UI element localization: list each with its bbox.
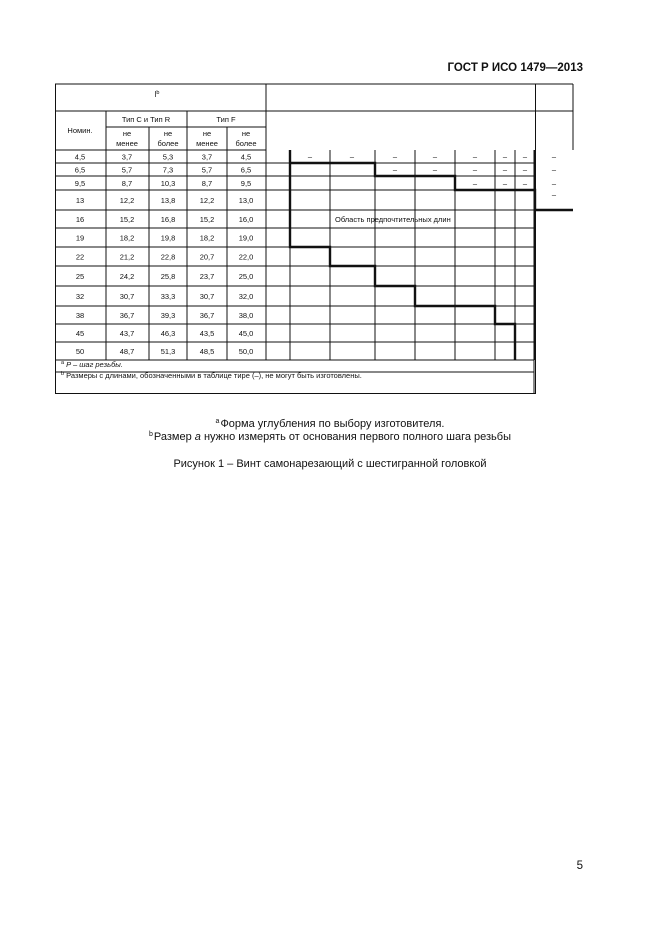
cell-cr-min: 12,2 [119, 196, 135, 205]
cell-f-max: 13,0 [238, 196, 254, 205]
cell-cr-min: 30,7 [119, 292, 135, 301]
min-label: не [122, 129, 132, 138]
dash-cell: – [392, 152, 398, 162]
cell-nom: 32 [75, 292, 85, 301]
preferred-range-upper-boundary [290, 163, 573, 210]
cell-cr-max: 7,3 [162, 165, 174, 175]
cell-cr-max: 46,3 [160, 329, 176, 338]
cell-nom: 9,5 [74, 179, 86, 188]
preferred-range-lower-boundary [290, 150, 515, 360]
dash-cell: – [472, 179, 478, 188]
max-label: более [157, 139, 179, 148]
cell-cr-min: 5,7 [121, 165, 133, 175]
cell-cr-min: 21,2 [119, 252, 135, 262]
cell-f-max: 22,0 [238, 252, 254, 262]
cell-f-max: 4,5 [240, 152, 252, 162]
footnote-b: $^b$ Размеры с длинами, обозначенными в таблице тире (–), не могут быть изготовлены. [61, 371, 362, 380]
cell-f-max: 16,0 [238, 215, 254, 224]
dash-cell: – [349, 152, 355, 162]
dash-cell: – [522, 179, 528, 188]
max-label: более [235, 139, 257, 148]
dash-cell: – [522, 152, 528, 162]
max-label: не [163, 129, 173, 138]
cell-cr-max: 16,8 [160, 215, 176, 224]
cell-f-min: 18,2 [199, 233, 215, 243]
cell-cr-max: 13,8 [160, 196, 176, 205]
cell-f-max: 25,0 [238, 272, 254, 281]
cell-cr-max: 10,3 [160, 179, 176, 188]
cell-f-max: 50,0 [238, 347, 254, 356]
cell-nom: 45 [75, 329, 85, 338]
dash-cell: – [502, 152, 508, 162]
cell-nom: 4,5 [74, 152, 86, 162]
cell-f-min: 3,7 [201, 152, 213, 162]
dash-cell: – [472, 152, 478, 162]
cell-f-max: 38,0 [238, 311, 254, 320]
min-label: не [202, 129, 212, 138]
cell-cr-max: 25,8 [160, 272, 176, 281]
cell-cr-min: 48,7 [119, 347, 135, 356]
cell-nom: 22 [75, 252, 85, 262]
cell-cr-max: 51,3 [160, 347, 176, 356]
max-label: не [241, 129, 251, 138]
footnote-a: $^a$ P – шаг резьбы. [61, 360, 123, 369]
cell-cr-max: 39,3 [160, 311, 176, 320]
cell-f-max: 6,5 [240, 165, 252, 175]
min-label: менее [116, 139, 138, 148]
cell-f-max: 45,0 [238, 329, 254, 338]
cell-cr-max: 33,3 [160, 292, 176, 301]
dash-cell: – [551, 190, 557, 199]
cell-f-min: 15,2 [199, 215, 215, 224]
page-number: 5 [576, 860, 583, 872]
note-a: $^a$Форма углубления по выбору изготовителя. [215, 418, 445, 430]
cell-cr-min: 24,2 [119, 272, 135, 281]
cell-f-min: 12,2 [199, 196, 215, 205]
dash-cell: – [502, 179, 508, 188]
cell-cr-min: 43,7 [119, 329, 135, 338]
cell-f-min: 23,7 [199, 272, 215, 281]
dash-cell: – [392, 165, 398, 175]
cell-cr-min: 15,2 [119, 215, 135, 224]
cell-cr-min: 8,7 [121, 179, 133, 188]
dash-cell: – [551, 152, 557, 162]
document-code: ГОСТ Р ИСО 1479—2013 [447, 62, 583, 74]
cell-nom: 38 [75, 311, 85, 320]
cell-f-min: 8,7 [201, 179, 213, 188]
cell-cr-min: 36,7 [119, 311, 135, 320]
cell-nom: 50 [75, 347, 85, 356]
cell-nom: 19 [75, 233, 85, 243]
cell-f-min: 48,5 [199, 347, 215, 356]
cell-cr-max: 5,3 [162, 152, 174, 162]
type-f-header: Тип F [216, 115, 236, 124]
dash-cell: – [307, 152, 313, 162]
nominal-header: Номин. [67, 126, 93, 135]
cell-f-min: 20,7 [199, 252, 215, 262]
dash-cell: – [472, 165, 478, 175]
preferred-range-label: Область предпочтительных длин [335, 215, 451, 224]
min-label: менее [196, 139, 218, 148]
cell-cr-max: 22,8 [160, 252, 176, 262]
cell-f-max: 19,0 [238, 233, 254, 243]
note-b: $^b$Размер a нужно измерять от основания первого полного шага резьбы [149, 431, 511, 443]
l-header: $l^b$ [154, 90, 160, 99]
dash-cell: – [432, 152, 438, 162]
cell-nom: 6,5 [74, 165, 86, 175]
cell-f-min: 30,7 [199, 292, 215, 301]
figure-caption: Рисунок 1 – Винт самонарезающий с шестигранной головкой [173, 458, 487, 470]
dash-cell: – [502, 165, 508, 175]
dash-cell: – [432, 165, 438, 175]
cell-nom: 25 [75, 272, 85, 281]
dash-cell: – [551, 165, 557, 175]
cell-cr-min: 3,7 [121, 152, 133, 162]
cell-f-max: 9,5 [240, 179, 252, 188]
preferred-range-boundary [290, 150, 573, 360]
cell-f-min: 5,7 [201, 165, 213, 175]
cell-f-min: 43,5 [199, 329, 215, 338]
cell-f-min: 36,7 [199, 311, 215, 320]
dash-cell: – [551, 179, 557, 188]
type-cr-header: Тип C и Тип R [121, 115, 171, 124]
cell-cr-min: 18,2 [119, 233, 135, 243]
cell-nom: 16 [75, 215, 85, 224]
cell-nom: 13 [75, 196, 85, 205]
dash-cell: – [522, 165, 528, 175]
cell-cr-max: 19,8 [160, 233, 176, 243]
table-cells [67, 90, 557, 356]
cell-f-max: 32,0 [238, 292, 254, 301]
